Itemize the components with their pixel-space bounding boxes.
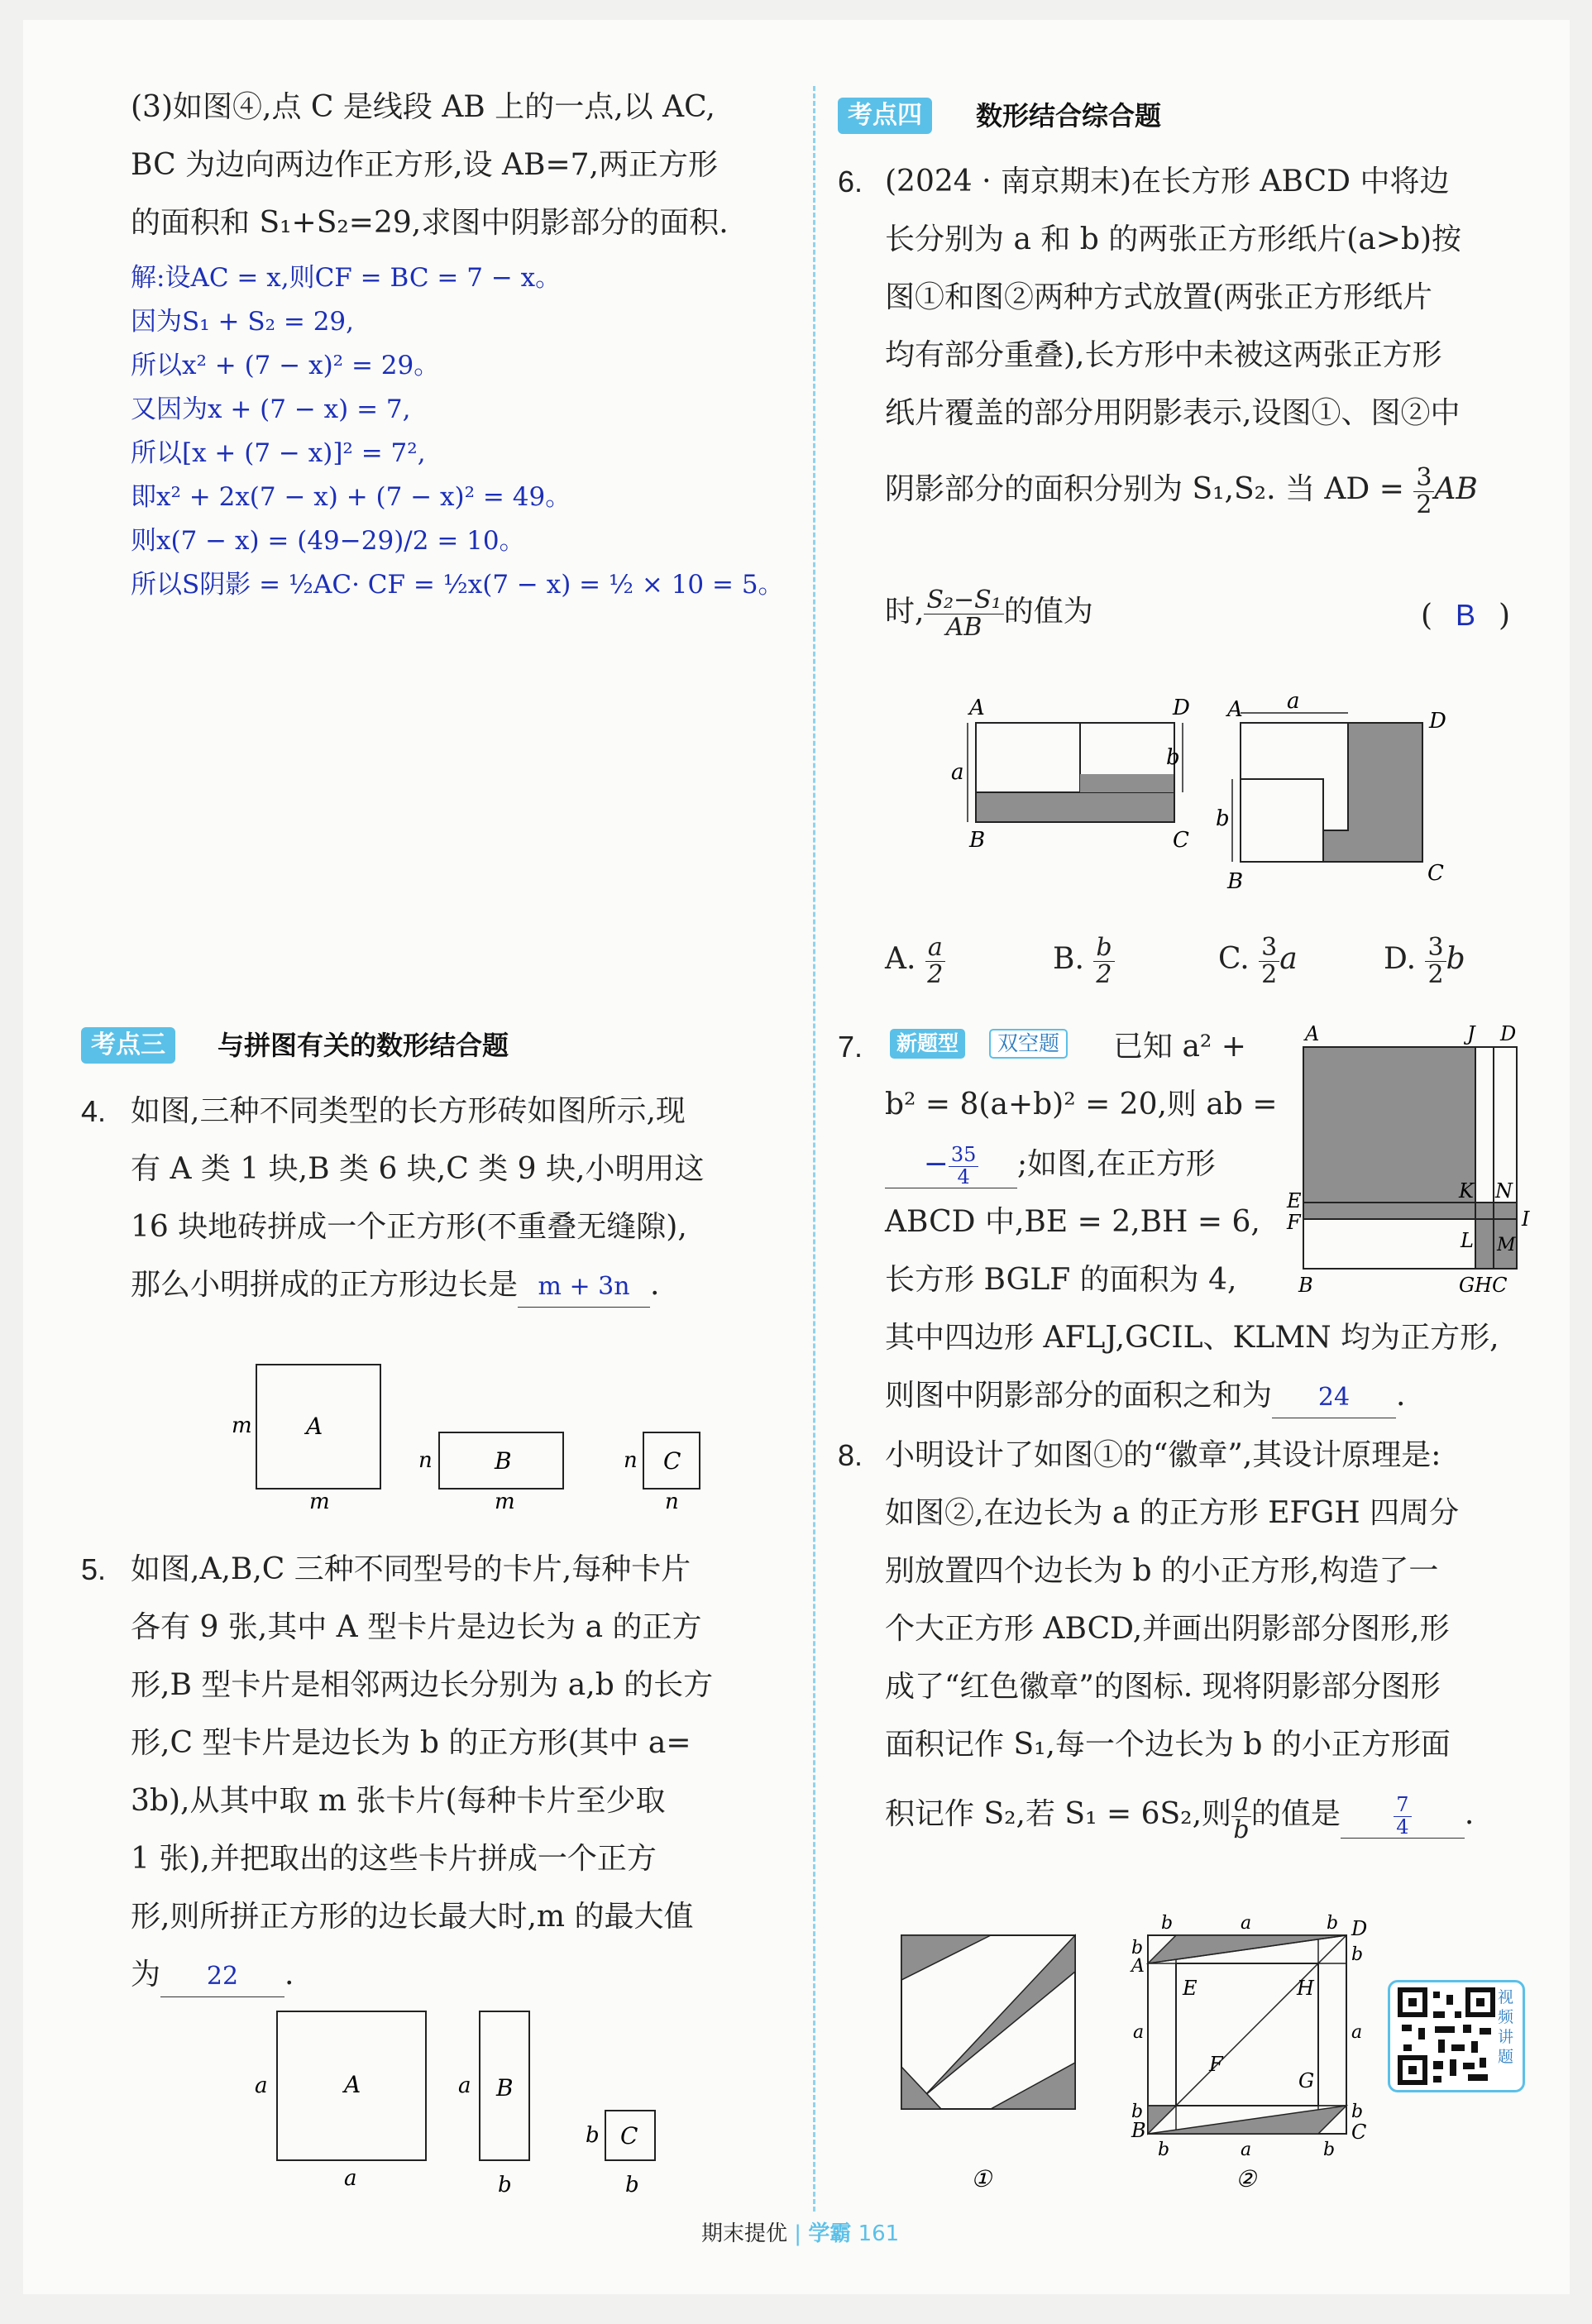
q4-fig-label-n-c-side: n (624, 1448, 638, 1473)
page (23, 20, 1570, 2294)
q5-fig-label-c: C (620, 2122, 638, 2149)
q8-ab-frac (1231, 1790, 1251, 1843)
q3-line-1: (3)如图④,点 C 是线段 AB 上的一点,以 AC, (131, 90, 715, 124)
q7-answer1-den: 4 (957, 1164, 970, 1188)
q6-line-7 (885, 587, 1093, 640)
column-divider (813, 86, 815, 2212)
section3-tag: 考点三 (81, 1027, 175, 1064)
q6-fig1-shade-bottom (976, 792, 1174, 822)
footer (701, 2220, 899, 2248)
q7-fig-label-b: B (1298, 1274, 1313, 1297)
q6-option-a-num: a (925, 935, 945, 962)
q8-ab-den: b (1233, 1815, 1250, 1844)
q7-fig-label-j: J (1467, 1022, 1475, 1045)
q7-line-3 (885, 1145, 1216, 1188)
qr-code-icon (1397, 1987, 1496, 2086)
q4-fig-label-a: A (306, 1413, 323, 1440)
q6-fig1-square-a (976, 723, 1080, 792)
q4-fig-label-n-b: n (418, 1448, 433, 1473)
q7-fig-label-a: A (1305, 1022, 1320, 1045)
q8-fig2-label-d: D (1351, 1917, 1368, 1940)
q8-fig2-top-a: a (1241, 1913, 1252, 1934)
q6-question-fraction (924, 587, 1003, 640)
q6-fig1-shade-right (1080, 774, 1174, 792)
footer-page: 161 (858, 2221, 900, 2246)
q6-option-c-num: 3 (1259, 935, 1279, 962)
q7-figure (1264, 1022, 1545, 1303)
section4-tag: 考点四 (838, 98, 932, 134)
q6-ad-tail: AB (1434, 472, 1478, 506)
q8-line-7-text: 积记作 S₂,若 S₁ = 6S₂,则 (885, 1797, 1232, 1831)
q5-line-4: 形,C 型卡片是边长为 b 的正方形(其中 a= (131, 1726, 691, 1760)
q8-answer-den: 4 (1396, 1815, 1409, 1839)
q6-option-a-frac (925, 935, 945, 987)
q8-fig2-top-b2: b (1327, 1913, 1339, 1934)
q8-answer-num: 7 (1394, 1795, 1411, 1816)
q7-line-3-tail: ;如图,在正方形 (1017, 1147, 1216, 1181)
q6-line-6 (885, 465, 1478, 518)
footer-sep: | (794, 2221, 802, 2246)
q8-fig2-label-b-left1: b (1131, 1938, 1144, 1958)
q7-answer1-sign: − (923, 1147, 949, 1181)
q6-fig1-side-a: a (951, 760, 964, 785)
q6-line-1: (2024 · 南京期末)在长方形 ABCD 中将边 (885, 165, 1450, 198)
q6-fig2-label-a-corner: A (1227, 697, 1243, 722)
q8-line-3: 别放置四个边长为 b 的小正方形,构造了一 (885, 1554, 1439, 1588)
q6-option-a-den: 2 (927, 959, 944, 989)
q8-answer (1341, 1795, 1465, 1839)
q6-fig1-label-b: B (969, 828, 986, 853)
q4-fig-label-n-c-bottom: n (665, 1490, 679, 1509)
q6-option-b-frac (1093, 935, 1114, 987)
q7-answer1 (885, 1145, 1017, 1188)
q8-fig2-label-b-left2: b (1131, 2102, 1144, 2122)
q6-line-6-text: 阴影部分的面积分别为 S₁,S₂. 当 AD = (885, 472, 1404, 506)
q4-fig-label-m-side: m (232, 1413, 252, 1438)
q7-line-4: ABCD 中,BE = 2,BH = 6, (885, 1205, 1260, 1239)
q8-fig2-label-h: H (1297, 1977, 1314, 2000)
footer-left: 期末提优 (701, 2221, 788, 2246)
q7-line-1: 已知 a² + (1113, 1030, 1246, 1064)
q6-option-c-frac (1259, 935, 1279, 987)
q6-q-num: S₂−S₁ (924, 587, 1003, 614)
q6-option-c-tail: a (1279, 942, 1298, 976)
q6-line-5: 纸片覆盖的部分用阴影表示,设图①、图②中 (885, 396, 1461, 430)
q7-fig-label-i: I (1522, 1207, 1530, 1231)
q6-option-d-num: 3 (1425, 935, 1446, 962)
q6-ad-num: 3 (1413, 465, 1434, 492)
q6-option-c-den: 2 (1261, 959, 1278, 989)
q4-answer: m + 3n (518, 1267, 650, 1308)
q7-fig-shade-strip (1303, 1203, 1517, 1219)
q5-fig-label-a-b: a (458, 2073, 471, 2098)
q5-line-1: 如图,A,B,C 三种不同型号的卡片,每种卡片 (131, 1552, 691, 1586)
q5-fig-label-a: A (344, 2071, 361, 2098)
q8-fig1-label: ① (971, 2165, 992, 2192)
q5-line-3: 形,B 型卡片是相邻两边长分别为 a,b 的长方 (131, 1668, 714, 1702)
q7-fig-label-l: L (1461, 1229, 1474, 1252)
q5-figure (246, 2005, 676, 2212)
q6-fig2-side-b: b (1216, 806, 1230, 831)
q5-line-8-text: 为 (131, 1958, 161, 1992)
q7-fig-label-k: K (1459, 1179, 1474, 1203)
q6-option-a-label: A. (885, 942, 916, 976)
q8-line-4: 个大正方形 ABCD,并画出阴影部分图形,形 (885, 1612, 1450, 1646)
q6-option-b[interactable] (1053, 935, 1115, 987)
q6-option-d-frac (1425, 935, 1446, 987)
q7-fig-label-n: N (1495, 1179, 1513, 1203)
q8-fig2-label-e: E (1183, 1977, 1198, 2000)
q6-line-2: 长分别为 a 和 b 的两张正方形纸片(a>b)按 (885, 222, 1462, 256)
q4-fig-label-c: C (663, 1447, 681, 1475)
q6-option-d-tail: b (1446, 942, 1465, 976)
q7-fig-label-ghc: GHC (1459, 1274, 1508, 1297)
q6-q-tail: 的值为 (1003, 595, 1093, 629)
q6-option-c-label: C. (1218, 942, 1250, 976)
q5-answer: 22 (160, 1957, 284, 1997)
q8-fig2-label-a-right: a (1351, 2022, 1363, 2043)
q5-fig-label-b: B (496, 2074, 514, 2102)
section3-title: 与拼图有关的数形结合题 (218, 1030, 509, 1061)
q3-solution-3: 所以x² + (7 − x)² = 29。 (131, 351, 440, 380)
q6-fig1-label-d: D (1173, 696, 1190, 720)
q7-line-7 (885, 1376, 1405, 1418)
q5-line-5: 3b),从其中取 m 张卡片(每种卡片至少取 (131, 1784, 666, 1818)
q8-figures (867, 1906, 1379, 2195)
q6-fig2-label-c: C (1427, 861, 1444, 886)
q8-fig2-bottom-b2: b (1323, 2140, 1336, 2160)
q7-number: 7. (838, 1030, 863, 1064)
q6-line-3: 图①和图②两种方式放置(两张正方形纸片 (885, 280, 1433, 314)
q6-q-den: AB (945, 612, 982, 642)
q8-line-7 (885, 1790, 1474, 1843)
q7-line-5: 长方形 BGLF 的面积为 4, (885, 1263, 1237, 1297)
q6-when: 时, (885, 595, 925, 629)
q8-fig2-label-a-left: a (1133, 2022, 1145, 2043)
q5-fig-label-b-c: b (586, 2123, 600, 2148)
q7-answer2: 24 (1272, 1378, 1396, 1418)
q5-number: 5. (81, 1552, 107, 1586)
q4-number: 4. (81, 1094, 107, 1128)
q5-fig-label-b-c-bottom: b (625, 2173, 639, 2197)
q7-line-6: 其中四边形 AFLJ,GCIL、KLMN 均为正方形, (885, 1321, 1499, 1355)
q3-solution-5: 所以[x + (7 − x)]² = 7², (131, 438, 426, 468)
q4-line-2: 有 A 类 1 块,B 类 6 块,C 类 9 块,小明用这 (131, 1152, 705, 1186)
q7-line-2: b² = 8(a+b)² = 20,则 ab = (885, 1088, 1278, 1121)
q6-ad-fraction (1413, 465, 1434, 518)
q6-fig2-label-d: D (1429, 709, 1446, 734)
q7-badge-new: 新题型 (890, 1029, 965, 1059)
q8-tail: 的值是 (1250, 1797, 1341, 1831)
q8-line-2: 如图②,在边长为 a 的正方形 EFGH 四周分 (885, 1496, 1460, 1530)
q6-option-a[interactable] (885, 935, 945, 987)
section4-title: 数形结合综合题 (976, 100, 1162, 132)
q3-solution-2: 因为S₁ + S₂ = 29, (131, 307, 354, 337)
q8-line-5: 成了“红色徽章”的图标. 现将阴影部分图形 (885, 1670, 1441, 1704)
q4-line-4-text: 那么小明拼成的正方形边长是 (131, 1268, 519, 1302)
q7-fig-label-d: D (1500, 1022, 1517, 1045)
q7-line-7-text: 则图中阴影部分的面积之和为 (885, 1379, 1273, 1413)
q6-ad-den: 2 (1416, 490, 1432, 519)
q3-solution-4: 又因为x + (7 − x) = 7, (131, 395, 411, 424)
q6-figures (941, 681, 1470, 897)
q3-line-3: 的面积和 S₁+S₂=29,求图中阴影部分的面积. (131, 206, 729, 240)
q6-answer-paren: ( B ) (1421, 595, 1510, 636)
qr-label: 视频讲题 (1498, 1988, 1514, 2066)
q4-fig-label-b: B (495, 1447, 512, 1475)
q6-answer: B (1456, 598, 1476, 632)
q4-figure (205, 1343, 751, 1509)
q5-line-8 (131, 1955, 294, 1997)
q7-fig-square-aflj (1303, 1047, 1475, 1219)
q4-line-3: 16 块地砖拼成一个正方形(不重叠无缝隙), (131, 1210, 687, 1244)
q8-fig2-bottom-a: a (1241, 2140, 1252, 2160)
q4-line-1: 如图,三种不同类型的长方形砖如图所示,现 (131, 1094, 686, 1128)
q6-option-b-den: 2 (1096, 959, 1112, 989)
q7-answer1-frac (949, 1145, 979, 1187)
q6-fig1-label-c: C (1173, 828, 1189, 853)
q4-period: . (650, 1268, 660, 1302)
q8-fig2-top-b1: b (1161, 1913, 1174, 1934)
q8-ab-num: a (1231, 1790, 1251, 1817)
q8-period: . (1464, 1797, 1475, 1831)
q8-fig2-label-f: F (1209, 2053, 1223, 2076)
q8-fig2-label-b-corner: B (1131, 2119, 1146, 2142)
q5-line-7: 形,则所拼正方形的边长最大时,m 的最大值 (131, 1900, 694, 1934)
q5-line-2: 各有 9 张,其中 A 型卡片是边长为 a 的正方 (131, 1610, 702, 1644)
q6-fig1-label-a-corner: A (969, 696, 985, 720)
q6-fig1-side-b: b (1166, 745, 1180, 770)
q4-fig-label-m-bottom: m (309, 1490, 330, 1509)
q6-option-d[interactable] (1384, 935, 1465, 987)
q4-fig-label-m-b: m (495, 1490, 515, 1509)
q8-fig2-label-g: G (1298, 2069, 1315, 2092)
q7-period: . (1396, 1379, 1406, 1413)
q3-solution-8: 所以S阴影 = ½AC· CF = ½x(7 − x) = ½ × 10 = 5。 (131, 570, 784, 600)
q4-line-4 (131, 1265, 659, 1308)
q5-line-6: 1 张),并把取出的这些卡片拼成一个正方 (131, 1842, 657, 1876)
q3-solution-7: 则x(7 − x) = (49−29)/2 = 10。 (131, 526, 525, 556)
footer-brand: 学霸 (808, 2221, 852, 2246)
q6-line-4: 均有部分重叠),长方形中未被这两张正方形 (885, 338, 1442, 372)
q8-fig2-label-b-right1: b (1351, 1944, 1364, 1965)
q6-fig2-square-b (1241, 779, 1323, 862)
q8-fig2-label-b-right2: b (1351, 2102, 1364, 2122)
q6-fig2-label-b: B (1227, 869, 1244, 894)
q8-line-6: 面积记作 S₁,每一个边长为 b 的小正方形面 (885, 1728, 1451, 1762)
q3-line-2: BC 为边向两边作正方形,设 AB=7,两正方形 (131, 148, 718, 182)
q8-fig2-label-c: C (1351, 2121, 1367, 2144)
video-qr-code[interactable] (1388, 1980, 1525, 2092)
q6-option-b-num: b (1093, 935, 1114, 962)
q6-number: 6. (838, 165, 863, 198)
q7-badge-double: 双空题 (989, 1029, 1068, 1059)
q5-period: . (284, 1958, 294, 1992)
q5-fig-label-a-bottom: a (344, 2166, 357, 2191)
q6-option-d-label: D. (1384, 942, 1417, 976)
q6-option-d-den: 2 (1427, 959, 1444, 989)
q6-fig2-side-a: a (1287, 689, 1300, 714)
q7-fig-label-e: E (1287, 1189, 1302, 1212)
q8-answer-frac (1394, 1795, 1411, 1837)
q8-number: 8. (838, 1438, 863, 1472)
q3-solution-6: 即x² + 2x(7 − x) + (7 − x)² = 49。 (131, 482, 571, 512)
q6-option-c[interactable] (1218, 935, 1298, 987)
q6-option-b-label: B. (1053, 942, 1084, 976)
q7-fig-label-f: F (1287, 1211, 1301, 1234)
q8-fig2-bottom-b1: b (1158, 2140, 1170, 2160)
q3-solution-1: 解:设AC = x,则CF = BC = 7 − x。 (131, 263, 562, 293)
q5-fig-label-b-bottom: b (498, 2173, 512, 2197)
q8-line-1: 小明设计了如图①的“徽章”,其设计原理是: (885, 1438, 1441, 1472)
q7-answer1-num: 35 (949, 1145, 979, 1166)
q7-fig-label-m: M (1497, 1235, 1516, 1255)
q8-fig2-label: ② (1236, 2165, 1257, 2192)
q8-fig2-label-a-corner: A (1131, 1956, 1145, 1977)
q5-fig-label-a-side: a (255, 2073, 268, 2098)
